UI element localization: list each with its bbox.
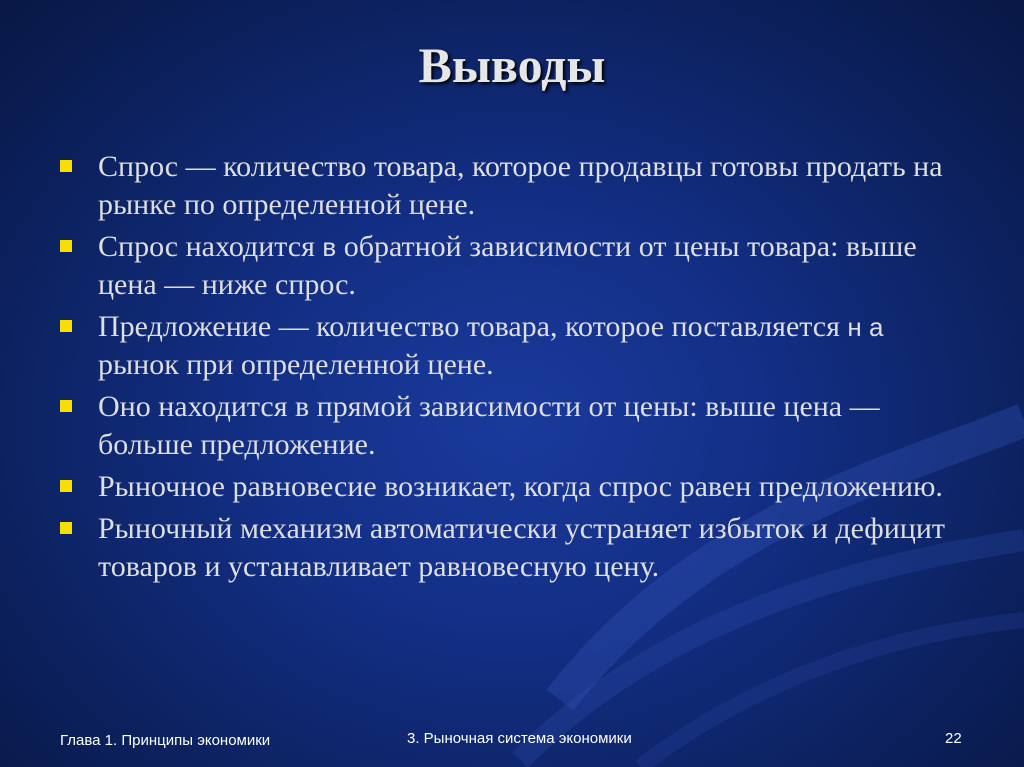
square-bullet-icon <box>60 400 72 412</box>
slide-title: Выводы <box>418 37 606 93</box>
bullet-text-part: Предложение — количество товара, которое поставляется <box>98 310 848 343</box>
bullet-text: Рыночное равновесие возникает, когда спрос равен предложению. <box>98 470 943 503</box>
bullet-text: Спрос — количество товара, которое продавцы готовы продать на рынке по определенной цене. <box>98 150 943 221</box>
bullet-item <box>60 228 960 304</box>
bullet-item <box>60 308 960 384</box>
bullet-list <box>60 148 960 590</box>
footer-section: 3. Рыночная система экономики <box>407 730 632 747</box>
bullet-text-part: рынок при определенной цене. <box>98 348 494 381</box>
square-bullet-icon <box>60 522 72 534</box>
page-number: 22 <box>945 730 962 747</box>
bullet-item <box>60 510 960 586</box>
bullet-text-part: Спрос находится <box>98 230 323 263</box>
square-bullet-icon <box>60 320 72 332</box>
bullet-text: Рыночный механизм автоматически устраняет избыток и дефицит товаров и устанавливает равновесную цену. <box>98 512 945 583</box>
bullet-item <box>60 388 960 464</box>
bullet-item <box>60 468 960 506</box>
bullet-text: Оно находится в прямой зависимости от цены: выше цена — больше предложение. <box>98 390 880 461</box>
square-bullet-icon <box>60 240 72 252</box>
bullet-text-part: н а <box>847 312 884 342</box>
bullet-item <box>60 148 960 224</box>
footer-chapter: Глава 1. Принципы экономики <box>60 732 271 749</box>
bullet-text-part: обратной зависимости от цены товара: выше цена — ниже спрос. <box>98 230 917 301</box>
square-bullet-icon <box>60 160 72 172</box>
bullet-text-part: в <box>322 232 337 262</box>
square-bullet-icon <box>60 480 72 492</box>
